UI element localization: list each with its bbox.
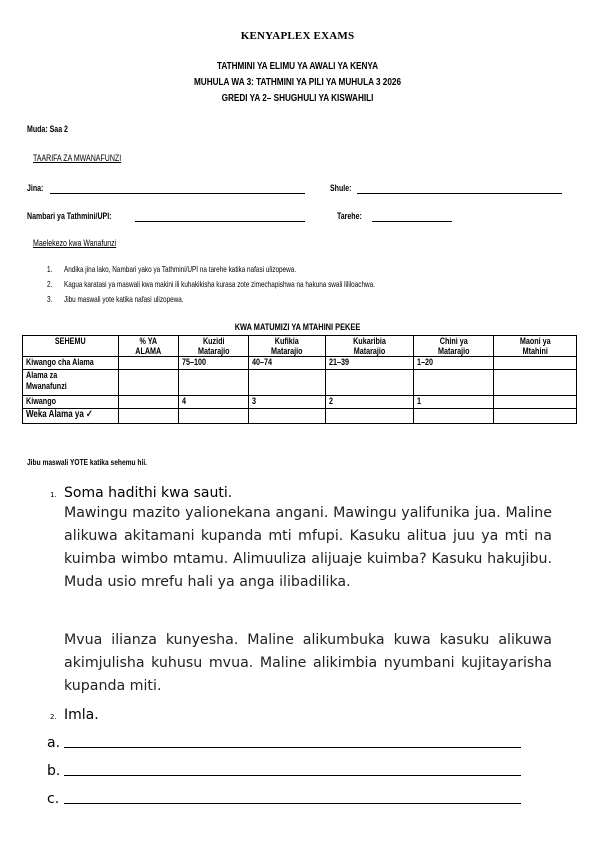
exam-provider-title: KENYAPLEX EXAMS — [240, 30, 355, 42]
instruction-number: 2. — [47, 280, 53, 289]
school-field[interactable] — [357, 193, 562, 194]
header-cell: Kufikia Matarajio — [248, 336, 325, 357]
instruction-number: 3. — [47, 295, 53, 304]
row-label-cell: Kiwango — [23, 396, 119, 409]
table-cell[interactable] — [414, 370, 494, 396]
row-label-cell: Alama za Mwanafunzi — [23, 370, 119, 396]
table-cell[interactable] — [248, 409, 325, 424]
table-cell[interactable] — [118, 409, 178, 424]
question-number: 2. — [50, 713, 57, 721]
school-label: Shule: — [330, 183, 352, 193]
exam-title-line-1: TATHMINI YA ELIMU YA AWALI YA KENYA — [216, 60, 379, 72]
section-instruction: Jibu maswali YOTE katika sehemu hii. — [27, 457, 148, 467]
header-cell: Kuzidi Matarajio — [178, 336, 248, 357]
answer-label: b. — [47, 763, 61, 779]
table-row — [23, 370, 577, 396]
table-cell: 75–100 — [178, 357, 248, 370]
exam-title-line-2: MUHULA WA 3: TATHMINI YA PILI YA MUHULA 3 2026 — [193, 76, 402, 88]
table-cell: 3 — [248, 396, 325, 409]
header-cell: Chini ya Matarajio — [414, 336, 494, 357]
answer-label: c. — [47, 791, 60, 807]
table-cell — [118, 396, 178, 409]
table-cell[interactable] — [178, 370, 248, 396]
instruction-item: Andika jina lako, Nambari yako ya Tathmini/UPI na tarehe katika nafasi ulizopewa. — [64, 265, 297, 274]
table-cell[interactable] — [494, 409, 577, 424]
instructions-heading: Maelekezo kwa Wanafunzi — [33, 238, 117, 248]
question-2-prompt: Imla. — [64, 707, 99, 723]
table-cell: 2 — [325, 396, 414, 409]
exam-title-line-3: GREDI YA 2– SHUGHULI YA KISWAHILI — [221, 92, 374, 104]
instruction-item: Jibu maswali yote katika nafasi ulizopewa. — [64, 295, 184, 304]
story-paragraph-1: Mawingu mazito yalionekana angani. Mawingu yalifunika jua. Maline alikuwa akitamani kupanda mti mfupi. Kasuku alitua juu ya mti na kuimba wimbo mtamu. Alimuuliza alijuaje kuimba? Kasuku hakujibu. Muda usio mrefu hali ya anga ilibadilika. — [64, 505, 552, 590]
date-label: Tarehe: — [337, 211, 362, 221]
table-cell: 4 — [178, 396, 248, 409]
instruction-item: Kagua karatasi ya maswali kwa makini ili kuhakikisha kurasa zote zimechapishwa na hakuna swali lililoachwa. — [64, 280, 375, 289]
name-label: Jina: — [27, 183, 44, 193]
table-cell[interactable] — [248, 370, 325, 396]
exam-duration: Muda: Saa 2 — [27, 124, 68, 134]
date-field[interactable] — [372, 221, 452, 222]
table-cell — [118, 357, 178, 370]
table-cell: 1 — [414, 396, 494, 409]
table-header-row — [23, 336, 577, 357]
table-cell — [494, 357, 577, 370]
header-cell: % YA ALAMA — [118, 336, 178, 357]
upi-label: Nambari ya Tathmini/UPI: — [27, 211, 112, 221]
table-cell — [494, 396, 577, 409]
table-row — [23, 396, 577, 409]
table-cell: 40–74 — [248, 357, 325, 370]
table-cell[interactable] — [118, 370, 178, 396]
answer-line-c[interactable] — [64, 803, 521, 804]
answer-line-a[interactable] — [64, 747, 521, 748]
table-cell: 1–20 — [414, 357, 494, 370]
table-cell[interactable] — [325, 370, 414, 396]
question-number: 1. — [50, 491, 57, 499]
marking-table — [22, 335, 577, 424]
answer-label: a. — [47, 735, 61, 751]
table-row — [23, 409, 577, 424]
answer-line-b[interactable] — [64, 775, 521, 776]
table-cell[interactable] — [494, 370, 577, 396]
story-paragraph-2: Mvua ilianza kunyesha. Maline alikumbuka kuwa kasuku alikuwa akimjulisha kuhusu mvua. Maline alikimbia nyumbani kujitayarisha kupanda miti. — [64, 632, 552, 694]
table-title: KWA MATUMIZI YA MTAHINI PEKEE — [234, 322, 361, 333]
question-1-prompt: Soma hadithi kwa sauti. — [64, 485, 233, 501]
table-row — [23, 357, 577, 370]
name-field[interactable] — [50, 193, 305, 194]
table-cell[interactable] — [178, 409, 248, 424]
header-cell: SEHEMU — [23, 336, 119, 357]
instruction-number: 1. — [47, 265, 53, 274]
header-cell: Kukaribia Matarajio — [325, 336, 414, 357]
row-label-cell: Weka Alama ya ✓ — [23, 409, 119, 424]
student-info-heading: TAARIFA ZA MWANAFUNZI — [33, 153, 122, 163]
table-cell[interactable] — [325, 409, 414, 424]
row-label-cell: Kiwango cha Alama — [23, 357, 119, 370]
table-cell[interactable] — [414, 409, 494, 424]
table-cell: 21–39 — [325, 357, 414, 370]
upi-field[interactable] — [135, 221, 305, 222]
header-cell: Maoni ya Mtahini — [494, 336, 577, 357]
